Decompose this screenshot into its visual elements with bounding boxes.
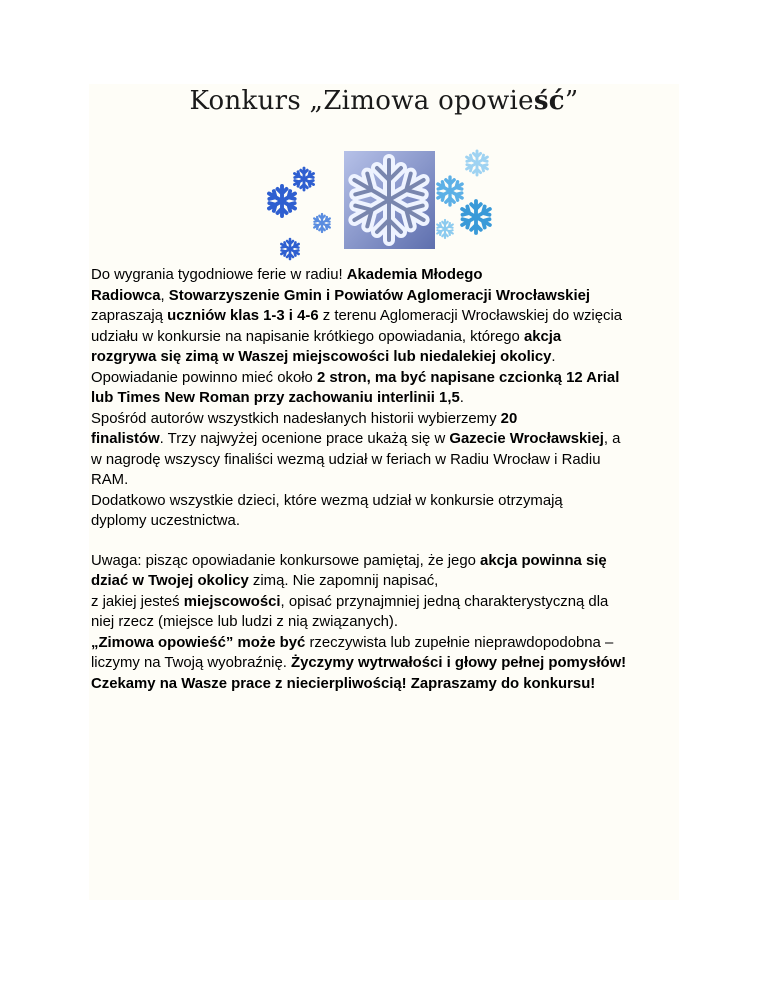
format-rules: lub Times New Roman przy zachowaniu interlinii 1,5	[91, 390, 460, 406]
text-span: z jakiej jesteś	[91, 593, 184, 610]
emphasis: finalistów	[91, 431, 160, 447]
org-name: Akademia Młodego	[346, 267, 483, 283]
snowflake-banner	[262, 131, 499, 273]
text-span: Spośród autorów wszystkich nadesłanych historii wybierzemy	[91, 410, 501, 427]
text-span: .	[459, 390, 464, 406]
snowflake-cluster-left-icon	[267, 168, 331, 259]
emphasis: dziać w Twojej okolicy	[91, 573, 249, 589]
emphasis: „Zimowa opowieść” może być	[91, 634, 306, 651]
finalist-count: 20	[500, 410, 518, 427]
paragraph-note	[91, 551, 679, 695]
page-title	[89, 86, 679, 116]
org-name: Stowarzyszenie Gmin i Powiatów Aglomeracji Wrocławskiej	[168, 287, 590, 304]
text-span: . Trzy najwyżej ocenione prace ukażą się w	[159, 431, 450, 447]
text-span: rzeczywista lub zupełnie nieprawdopodobna –	[305, 634, 614, 651]
newspaper-name: Gazecie Wrocławskiej	[449, 431, 604, 447]
closing-wish: Życzymy wytrwałości i głowy pełnej pomysłów!	[291, 655, 627, 671]
text-span: .	[551, 349, 556, 365]
crystal-snowflake-icon	[344, 151, 435, 249]
text-span: udziału w konkursie na napisanie krótkiego opowiadania, którego	[91, 328, 524, 345]
text-span: Uwaga: pisząc opowiadanie konkursowe pamiętaj, że jego	[91, 552, 481, 569]
text-span: liczymy na Twoją wyobraźnię.	[91, 655, 291, 671]
text-span: Opowiadanie powinno mieć około	[91, 369, 317, 386]
announcement-text	[91, 265, 679, 694]
text-span: zapraszają	[91, 308, 168, 324]
emphasis: rozgrywa się zimą w Waszej miejscowości lub niedalekiej okolicy	[91, 349, 552, 365]
emphasis: akcja powinna się	[480, 552, 607, 569]
text-span: niej rzecz (miejsce lub ludzi z nią związanych).	[91, 614, 399, 630]
format-rules: 2 stron, ma być napisane czcionką 12 Arial	[316, 369, 620, 386]
title-close-quote: ”	[564, 86, 579, 116]
text-span: Do wygrania tygodniowe ferie w radiu!	[91, 267, 347, 283]
text-span: w nagrodę wszyscy finaliści wezmą udział w feriach w Radiu Wrocław i Radiu	[91, 451, 601, 468]
text-span: zimą. Nie zapomnij napisać,	[248, 573, 439, 589]
text-span: , opisać przynajmniej jedną charakterystyczną dla	[280, 593, 609, 610]
text-span: , a	[603, 431, 621, 447]
emphasis: akcja	[523, 328, 562, 345]
snowflake-cluster-right-icon	[436, 151, 492, 238]
paragraph-prize	[91, 265, 679, 532]
text-span: z terenu Aglomeracji Wrocławskiej do wzięcia	[318, 308, 623, 324]
emphasis: miejscowości	[183, 593, 281, 610]
target-group: uczniów klas 1-3 i 4-6	[167, 308, 319, 324]
text-span: Dodatkowo wszystkie dzieci, które wezmą udział w konkursie otrzymają	[91, 492, 563, 509]
text-span: ,	[160, 287, 169, 304]
title-emphasis: ść	[533, 86, 565, 116]
org-name: Radiowca	[91, 287, 161, 304]
closing-invitation: Czekamy na Wasze prace z niecierpliwością! Zapraszamy do konkursu!	[91, 675, 596, 692]
document-page	[89, 84, 679, 900]
title-text: Konkurs „Zimowa opowie	[189, 86, 534, 116]
text-span: dyplomy uczestnictwa.	[91, 513, 240, 529]
text-span: RAM.	[91, 472, 129, 488]
paragraph-gap	[91, 532, 679, 551]
